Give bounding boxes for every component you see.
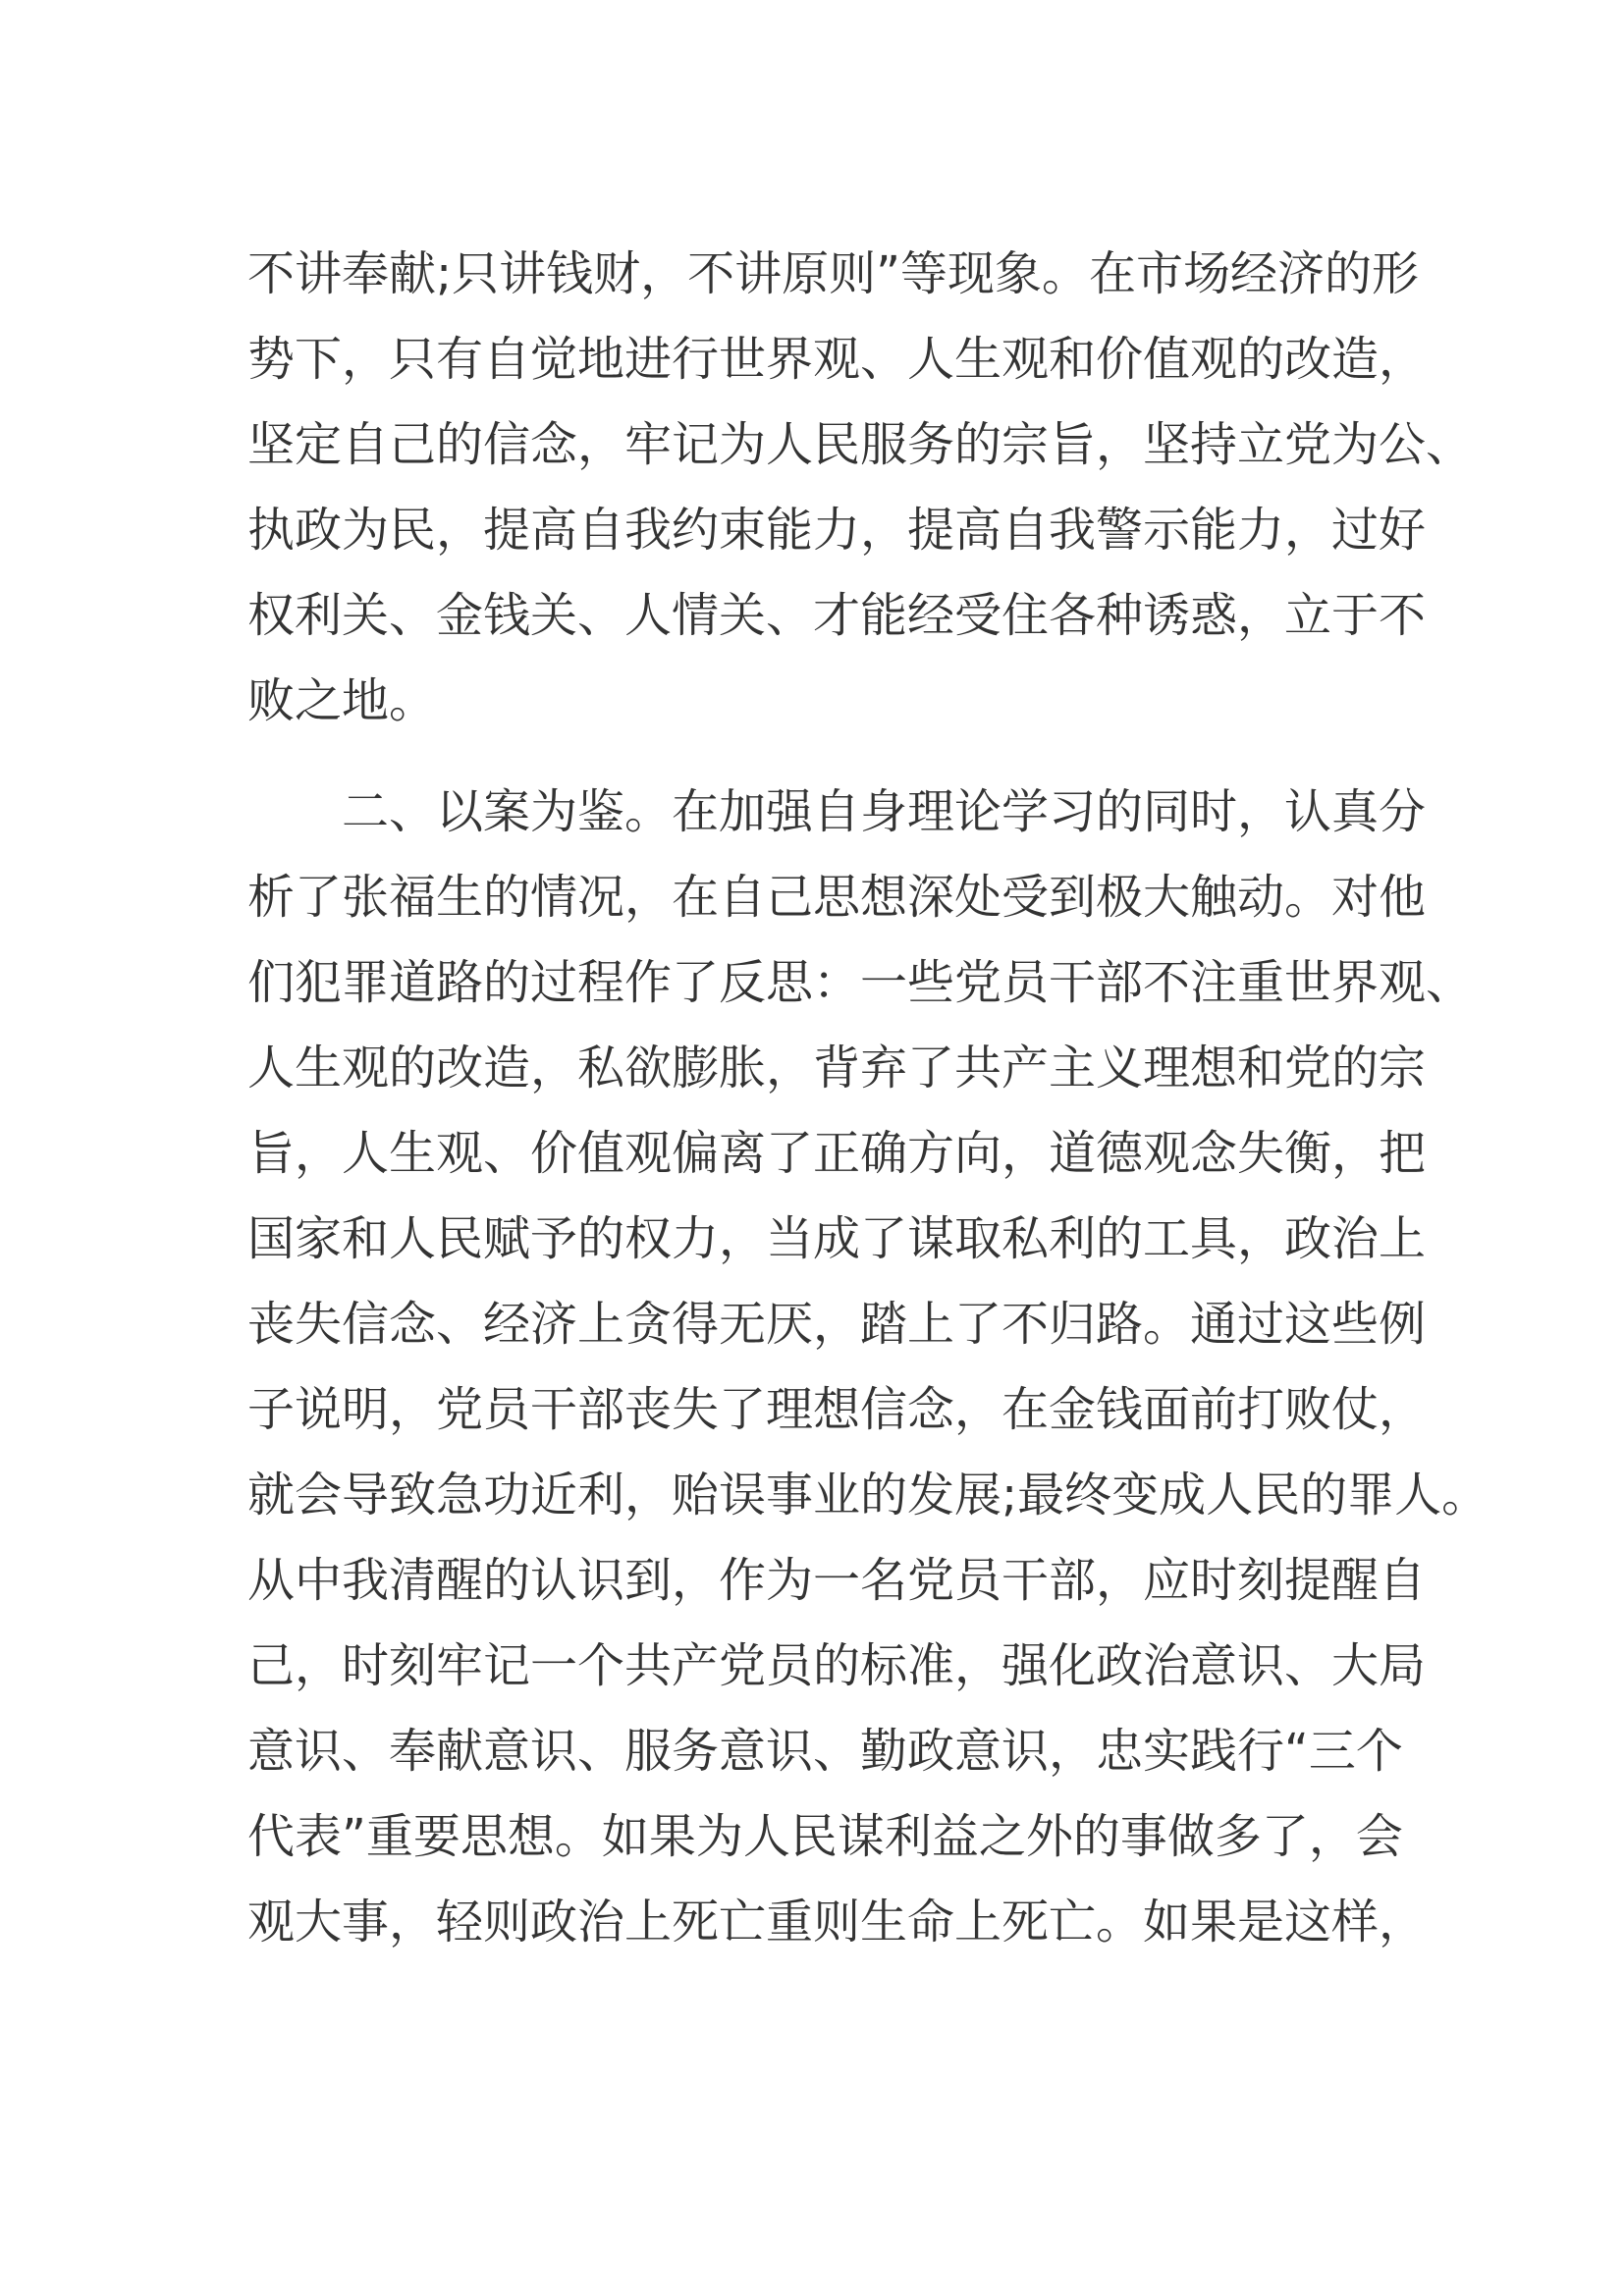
text-line: 就会导致急功近利，贻误事业的发展;最终变成人民的罪人。 [247, 1468, 1489, 1522]
text-line: 败之地。 [247, 673, 437, 728]
text-line: 势下，只有自觉地进行世界观、人生观和价值观的改造， [247, 332, 1427, 387]
document-page [247, 232, 1489, 1965]
text-line: 己，时刻牢记一个共产党员的标准，强化政治意识、大局 [247, 1638, 1427, 1693]
text-line: 国家和人民赋予的权力，当成了谋取私利的工具，政治上 [247, 1211, 1427, 1266]
text-line: 观大事，轻则政治上死亡重则生命上死亡。如果是这样， [247, 1895, 1427, 1949]
text-line: 二、以案为鉴。在加强自身理论学习的同时，认真分 [247, 784, 1427, 839]
text-line: 子说明，党员干部丧失了理想信念，在金钱面前打败仗， [247, 1382, 1427, 1437]
text-line: 执政为民，提高自我约束能力，提高自我警示能力，过好 [247, 503, 1427, 558]
paragraph-1 [247, 232, 1474, 744]
text-line: 们犯罪道路的过程作了反思：一些党员干部不注重世界观、 [247, 955, 1474, 1010]
text-line: 旨，人生观、价值观偏离了正确方向，道德观念失衡，把 [247, 1126, 1427, 1181]
text-line: 不讲奉献;只讲钱财，不讲原则”等现象。在市场经济的形 [247, 246, 1420, 301]
text-line: 意识、奉献意识、服务意识、勤政意识，忠实践行“三个 [247, 1724, 1403, 1779]
text-line: 坚定自己的信念，牢记为人民服务的宗旨，坚持立党为公、 [247, 417, 1474, 472]
text-line: 丧失信念、经济上贪得无厌，踏上了不归路。通过这些例 [247, 1297, 1427, 1352]
text-line: 人生观的改造，私欲膨胀，背弃了共产主义理想和党的宗 [247, 1041, 1427, 1095]
text-line: 从中我清醒的认识到，作为一名党员干部，应时刻提醒自 [247, 1553, 1427, 1608]
text-line: 析了张福生的情况，在自己思想深处受到极大触动。对他 [247, 870, 1427, 925]
text-line: 权利关、金钱关、人情关、才能经受住各种诱惑，立于不 [247, 588, 1427, 643]
paragraph-2 [247, 770, 1489, 1965]
text-line: 代表”重要思想。如果为人民谋利益之外的事做多了，会 [247, 1809, 1403, 1864]
